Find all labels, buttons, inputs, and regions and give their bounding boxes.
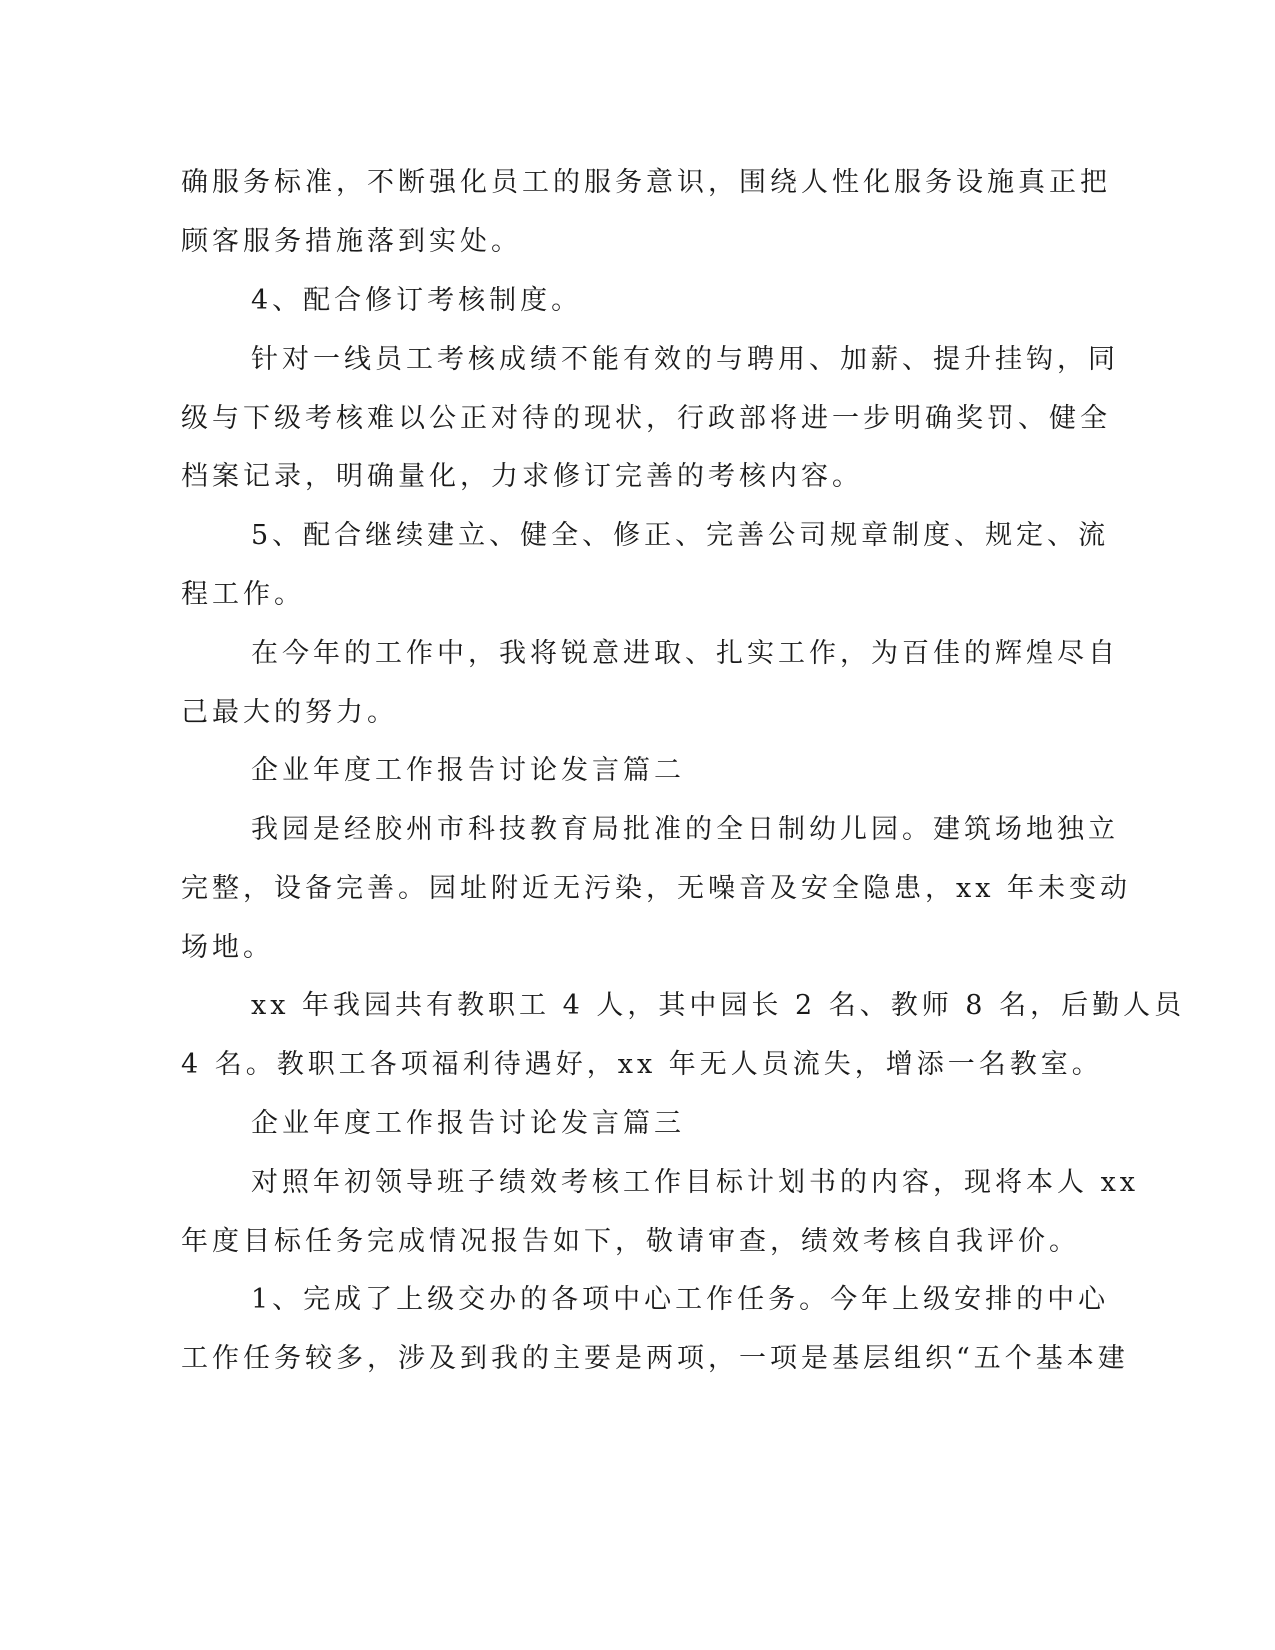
text-line: 年度目标任务完成情况报告如下，敬请审查，绩效考核自我评价。 <box>181 1226 1080 1257</box>
list-item-heading: 5、配合继续建立、健全、修正、完善公司规章制度、规定、流 <box>251 520 1110 551</box>
text-line: 我园是经胶州市科技教育局批准的全日制幼儿园。建筑场地独立 <box>251 814 1119 845</box>
text-line: xx 年我园共有教职工 4 人，其中园长 2 名、教师 8 名，后勤人员 <box>251 990 1186 1021</box>
text-line: 程工作。 <box>181 579 305 610</box>
text-line: 级与下级考核难以公正对待的现状，行政部将进一步明确奖罚、健全 <box>181 403 1111 434</box>
section-heading: 企业年度工作报告讨论发言篇二 <box>251 755 685 786</box>
text-line: 顾客服务措施落到实处。 <box>181 226 522 257</box>
text-line: 对照年初领导班子绩效考核工作目标计划书的内容，现将本人 xx <box>251 1167 1140 1198</box>
text-line: 在今年的工作中，我将锐意进取、扎实工作，为百佳的辉煌尽自 <box>251 638 1119 669</box>
text-line: 场地。 <box>181 932 274 963</box>
list-item-heading: 4、配合修订考核制度。 <box>251 285 583 316</box>
section-heading: 企业年度工作报告讨论发言篇三 <box>251 1108 685 1139</box>
text-line: 完整，设备完善。园址附近无污染，无噪音及安全隐患，xx 年未变动 <box>181 873 1132 904</box>
text-line: 档案记录，明确量化，力求修订完善的考核内容。 <box>181 461 863 492</box>
text-line: 工作任务较多，涉及到我的主要是两项，一项是基层组织“五个基本建 <box>181 1343 1129 1374</box>
text-line: 己最大的努力。 <box>181 697 398 728</box>
text-line: 4 名。教职工各项福利待遇好，xx 年无人员流失，增添一名教室。 <box>181 1049 1103 1080</box>
text-line: 确服务标准，不断强化员工的服务意识，围绕人性化服务设施真正把 <box>181 167 1111 198</box>
list-item-heading: 1、完成了上级交办的各项中心工作任务。今年上级安排的中心 <box>251 1284 1110 1315</box>
text-line: 针对一线员工考核成绩不能有效的与聘用、加薪、提升挂钩，同 <box>251 344 1119 375</box>
